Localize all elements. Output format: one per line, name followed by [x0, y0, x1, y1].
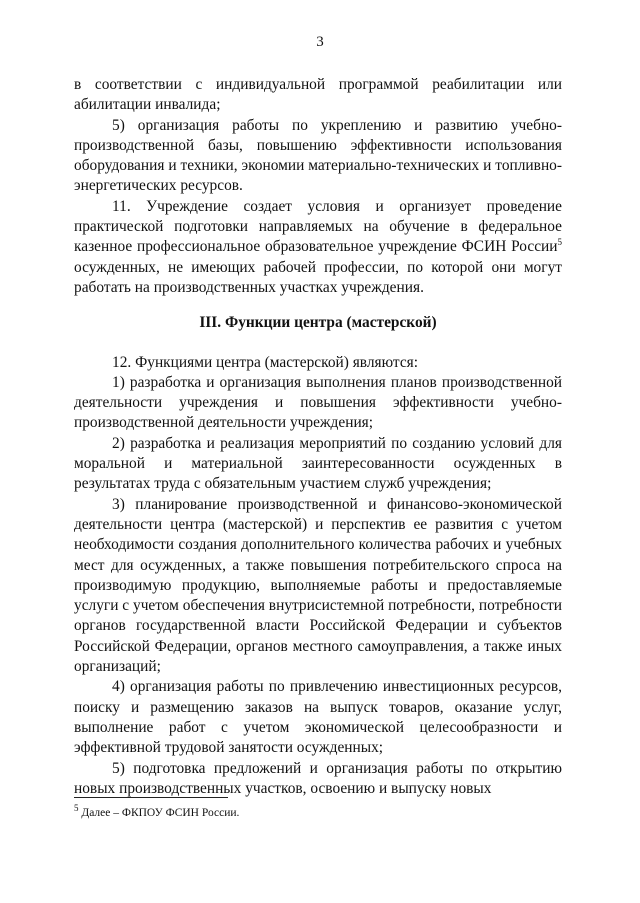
function-item-1: 1) разработка и организация выполнения планов производственной деятельности учреждения и повышения эффективности учебно-производственной деятельности учреждения; [74, 373, 562, 432]
footnote-marker: 5 [74, 803, 79, 814]
paragraph-12: 12. Функциями центра (мастерской) являются: [112, 353, 419, 371]
paragraph-continuation: в соответствии с индивидуальной программой реабилитации или абилитации инвалида; [74, 76, 562, 114]
paragraph-item-5-base: 5) организация работы по укреплению и развитию учебно-производственной базы, повышению эффективности использования оборудования и техники, экономии материально-технических и топливно-энергетических ресурсов. [74, 116, 562, 195]
document-body [74, 75, 562, 799]
paragraph-11 [74, 197, 562, 298]
footnote-text: Далее – ФКПОУ ФСИН России. [81, 807, 240, 819]
paragraph-11-text-end: осужденных, не имеющих рабочей профессии, по которой они могут работать на производственных участках учреждения. [74, 258, 562, 296]
function-item-2: 2) разработка и реализация мероприятий по созданию условий для моральной и материальной заинтересованности осужденных в результатах труда с обязательным участием служб учреждения; [74, 434, 562, 493]
page-number: 3 [316, 34, 324, 50]
function-item-3: 3) планирование производственной и финансово-экономической деятельности центра (мастерской) и перспектив ее развития с учетом необходимости создания дополнительного количества рабочих и учебных мест для осужденных, а также повышения потребительского спроса на производимую продукцию, выполняемые работы и предоставляемые услуги с учетом обеспечения внутрисистемной потребности, потребности органов государственной власти Российской Федерации и субъектов Российской Федерации, органов местного самоуправления, а также иных организаций; [74, 495, 562, 676]
section-heading: III. Функции центра (мастерской) [199, 314, 437, 332]
footnote-separator [74, 797, 228, 798]
footnote [74, 803, 554, 820]
paragraph-11-text: 11. Учреждение создает условия и организует проведение практической подготовки направляемых на обучение в федеральное казенное профессиональное образовательное учреждение ФСИН России [74, 197, 562, 256]
function-item-5: 5) подготовка предложений и организация работы по открытию новых производственных участков, освоению и выпуску новых [74, 759, 562, 797]
function-item-4: 4) организация работы по привлечению инвестиционных ресурсов, поиску и размещению заказов на выпуск товаров, оказание услуг, выполнение работ с учетом экономической целесообразности и эффективной трудовой занятости осужденных; [74, 678, 562, 757]
footnote-reference: 5 [557, 237, 562, 248]
